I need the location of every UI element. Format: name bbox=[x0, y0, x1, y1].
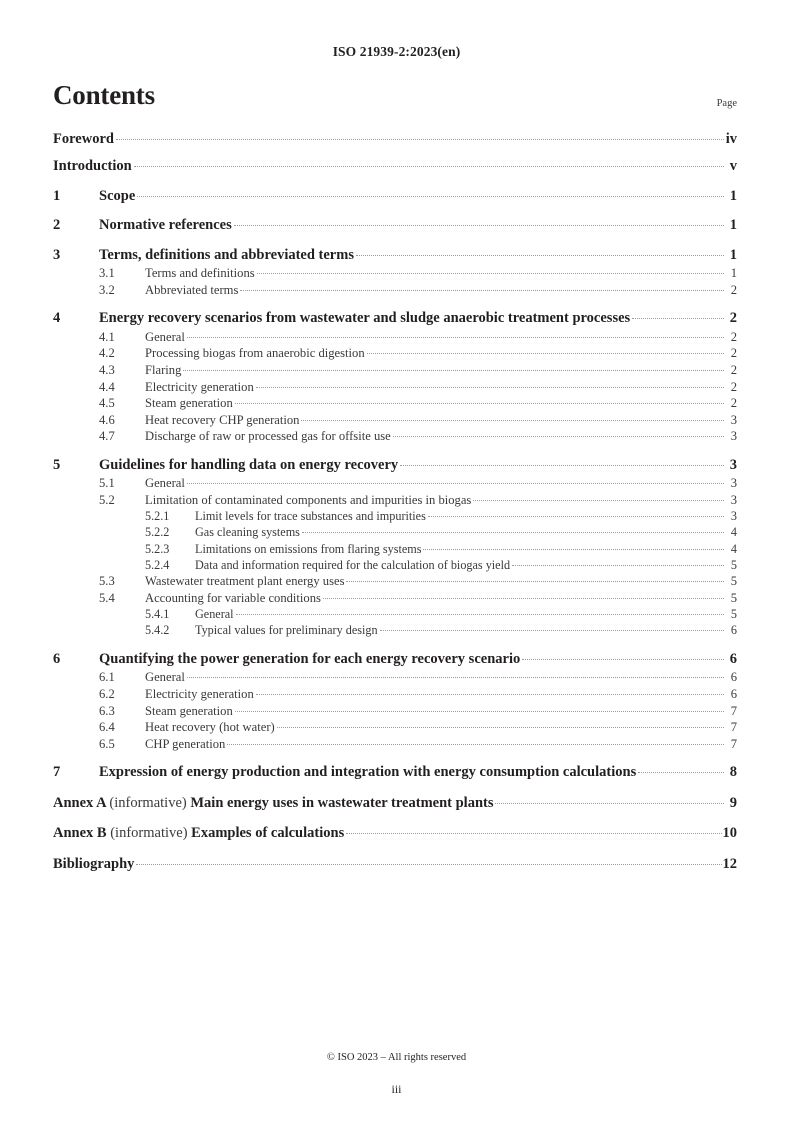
toc-entry-page: 7 bbox=[730, 736, 737, 751]
toc-entry-title: Terms and definitions bbox=[145, 266, 255, 281]
dot-leader bbox=[473, 491, 724, 504]
annex-title: Main energy uses in wastewater treatment plants bbox=[190, 794, 494, 811]
footer-page-number: iii bbox=[391, 1082, 402, 1096]
toc-entry-number: 5.4.2 bbox=[145, 623, 170, 638]
toc-entry-page: 5 bbox=[730, 557, 737, 572]
toc-entry-number: 6 bbox=[53, 650, 61, 667]
dot-leader bbox=[256, 378, 724, 391]
toc-entry-subclause[interactable] bbox=[53, 719, 737, 736]
toc-entry-subsubclause[interactable] bbox=[53, 524, 737, 540]
toc-entry-title: Electricity generation bbox=[145, 687, 254, 702]
dot-leader bbox=[356, 244, 724, 259]
toc-entry-page: 3 bbox=[730, 509, 737, 524]
toc-entry-title: Terms, definitions and abbreviated terms bbox=[99, 246, 354, 263]
dot-leader bbox=[428, 508, 724, 520]
toc-entry-title: Data and information required for the calculation of biogas yield bbox=[195, 557, 511, 572]
toc-entry-title: Steam generation bbox=[145, 396, 233, 411]
toc-entry-page: 2 bbox=[730, 396, 737, 411]
dot-leader bbox=[137, 185, 724, 200]
document-header: ISO 21939-2:2023(en) bbox=[332, 44, 461, 59]
toc-entry-page: 4 bbox=[730, 541, 737, 556]
dot-leader bbox=[187, 328, 724, 341]
toc-entry-number: 5.2.3 bbox=[145, 541, 170, 556]
toc-entry-page: 6 bbox=[730, 623, 737, 638]
toc-entry-front[interactable] bbox=[53, 128, 737, 148]
toc-entry-subsubclause[interactable] bbox=[53, 557, 737, 573]
toc-entry-title: Processing biogas from anaerobic digestion bbox=[145, 346, 365, 361]
dot-leader bbox=[240, 281, 724, 294]
toc-entry-title: Introduction bbox=[53, 158, 132, 174]
dot-leader bbox=[257, 265, 724, 278]
toc-entry-clause[interactable] bbox=[53, 762, 737, 782]
dot-leader bbox=[522, 648, 724, 663]
toc-entry-title: Accounting for variable conditions bbox=[145, 590, 321, 605]
toc-entry-page: 2 bbox=[730, 346, 737, 361]
toc-entry-subclause[interactable] bbox=[53, 361, 737, 378]
toc-entry-number: 5.4.1 bbox=[145, 607, 170, 622]
toc-entry-subclause[interactable] bbox=[53, 281, 737, 298]
toc-entry-number: 4.3 bbox=[99, 362, 115, 377]
dot-leader bbox=[236, 606, 724, 618]
toc-entry-page: 1 bbox=[730, 266, 737, 281]
page-column-label: Page bbox=[716, 98, 737, 109]
toc-entry-subclause[interactable] bbox=[53, 669, 737, 686]
dot-leader bbox=[187, 669, 724, 682]
dot-leader bbox=[346, 573, 724, 586]
toc-entry-title: CHP generation bbox=[145, 736, 226, 751]
toc-entry-title: General bbox=[195, 607, 234, 622]
toc-entry-number: 6.3 bbox=[99, 703, 115, 718]
dot-leader bbox=[234, 215, 724, 230]
toc-entry-number: 6.5 bbox=[99, 736, 115, 751]
toc-entry-title: Flaring bbox=[145, 362, 182, 377]
toc-entry-page: 9 bbox=[729, 794, 737, 811]
dot-leader bbox=[495, 792, 724, 807]
toc-entry-page: 4 bbox=[730, 525, 737, 540]
toc-entry-clause[interactable] bbox=[53, 185, 737, 205]
toc-entry-title bbox=[53, 795, 493, 812]
toc-entry-title: Limitation of contaminated components and impurities in biogas bbox=[145, 493, 472, 508]
dot-leader bbox=[235, 702, 724, 715]
toc-entry-front[interactable] bbox=[53, 156, 737, 176]
dot-leader bbox=[183, 361, 724, 374]
toc-entry-subclause[interactable] bbox=[53, 378, 737, 395]
toc-entry-page: 5 bbox=[730, 590, 737, 605]
footer-copyright: © ISO 2023 – All rights reserved bbox=[326, 1052, 467, 1063]
toc-entry-title: Limit levels for trace substances and impurities bbox=[195, 509, 426, 524]
toc-entry-title: Expression of energy production and integration with energy consumption calculations bbox=[99, 764, 637, 781]
toc-entry-page: 6 bbox=[730, 687, 737, 702]
toc-entry-page: 10 bbox=[722, 825, 737, 842]
toc-entry-annex[interactable] bbox=[53, 823, 737, 843]
toc-entry-number: 4.2 bbox=[99, 346, 115, 361]
toc-entry-subclause[interactable] bbox=[53, 702, 737, 719]
toc-entry-title: Heat recovery CHP generation bbox=[145, 412, 300, 427]
toc-entry-number: 3 bbox=[53, 246, 61, 263]
toc-entry-title: Guidelines for handling data on energy recovery bbox=[99, 456, 399, 473]
toc-entry-page: 1 bbox=[729, 246, 737, 263]
dot-leader bbox=[302, 524, 724, 536]
toc-entry-page: 7 bbox=[730, 703, 737, 718]
toc-entry-page: iv bbox=[725, 130, 737, 147]
toc-entry-number: 5.2.4 bbox=[145, 557, 170, 572]
annex-name: Annex B bbox=[53, 825, 111, 842]
toc-entry-number: 6.1 bbox=[99, 670, 115, 685]
dot-leader bbox=[632, 308, 724, 323]
toc-entry-title: Quantifying the power generation for each energy recovery scenario bbox=[99, 650, 521, 667]
toc-entry-title: Limitations on emissions from flaring systems bbox=[195, 541, 422, 556]
dot-leader bbox=[134, 156, 724, 171]
toc-entry-subsubclause[interactable] bbox=[53, 508, 737, 524]
toc-entry-subclause[interactable] bbox=[53, 345, 737, 362]
toc-entry-title: General bbox=[145, 329, 185, 344]
toc-entry-page: 7 bbox=[730, 720, 737, 735]
toc-entry-page: 6 bbox=[730, 670, 737, 685]
toc-entry-subsubclause[interactable] bbox=[53, 622, 737, 638]
toc-entry-subclause[interactable] bbox=[53, 428, 737, 445]
toc-entry-number: 4 bbox=[53, 310, 61, 327]
toc-entry-number: 5 bbox=[53, 456, 61, 473]
toc-entry-title: Bibliography bbox=[53, 855, 135, 872]
dot-leader bbox=[638, 762, 724, 777]
toc-entry-clause[interactable] bbox=[53, 308, 737, 328]
toc-entry-clause[interactable] bbox=[53, 454, 737, 474]
toc-entry-subclause[interactable] bbox=[53, 395, 737, 412]
toc-entry-number: 4.5 bbox=[99, 396, 115, 411]
toc-entry-annex[interactable] bbox=[53, 792, 737, 812]
toc-entry-number: 6.4 bbox=[99, 720, 115, 735]
toc-entry-page: 8 bbox=[729, 764, 737, 781]
dot-leader bbox=[277, 719, 724, 732]
toc-entry-page: 1 bbox=[729, 217, 737, 233]
dot-leader bbox=[136, 853, 721, 868]
toc-entry-number: 7 bbox=[53, 764, 61, 781]
toc-entry-title bbox=[53, 825, 344, 842]
toc-entry-title: Gas cleaning systems bbox=[195, 525, 300, 540]
toc-entry-title: Heat recovery (hot water) bbox=[145, 720, 275, 735]
dot-leader bbox=[256, 685, 724, 698]
toc-entry-page: 2 bbox=[729, 310, 737, 327]
toc-entry-clause[interactable] bbox=[53, 244, 737, 264]
toc-entry-title: Steam generation bbox=[145, 703, 233, 718]
toc-entry-page: 12 bbox=[722, 855, 737, 872]
dot-leader bbox=[346, 823, 721, 838]
toc-entry-page: 5 bbox=[730, 607, 737, 622]
toc-entry-clause[interactable] bbox=[53, 215, 737, 235]
toc-entry-title: Discharge of raw or processed gas for offsite use bbox=[145, 429, 391, 444]
toc-entry-page: 2 bbox=[730, 379, 737, 394]
toc-entry-title: Normative references bbox=[99, 217, 232, 233]
toc-entry-number: 4.7 bbox=[99, 429, 115, 444]
toc-entry-title: Typical values for preliminary design bbox=[195, 623, 378, 638]
toc-entry-title: Electricity generation bbox=[145, 379, 254, 394]
toc-entry-subsubclause[interactable] bbox=[53, 606, 737, 622]
toc-entry-page: 2 bbox=[730, 282, 737, 297]
toc-entry-page: 3 bbox=[730, 476, 737, 491]
dot-leader bbox=[423, 540, 724, 552]
toc-entry-page: v bbox=[729, 158, 737, 174]
toc-entry-subclause[interactable] bbox=[53, 735, 737, 752]
toc-entry-number: 5.4 bbox=[99, 590, 115, 605]
toc-entry-subclause[interactable] bbox=[53, 573, 737, 590]
toc-entry-title: General bbox=[145, 670, 185, 685]
toc-entry-subsubclause[interactable] bbox=[53, 540, 737, 556]
toc-entry-number: 5.3 bbox=[99, 574, 115, 589]
toc-entry-subclause[interactable] bbox=[53, 491, 737, 508]
toc-entry-page: 3 bbox=[730, 429, 737, 444]
toc-entry-number: 3.1 bbox=[99, 266, 115, 281]
dot-leader bbox=[400, 454, 724, 469]
toc-entry-subclause[interactable] bbox=[53, 265, 737, 282]
toc-entry-page: 6 bbox=[729, 650, 737, 667]
toc-entry-number: 5.2.2 bbox=[145, 525, 170, 540]
toc-entry-page: 3 bbox=[729, 456, 737, 473]
toc-entry-subclause[interactable] bbox=[53, 475, 737, 492]
toc-entry-page: 5 bbox=[730, 574, 737, 589]
dot-leader bbox=[512, 557, 724, 569]
toc-entry-page: 2 bbox=[730, 362, 737, 377]
toc-entry-number: 6.2 bbox=[99, 687, 115, 702]
toc-entry-title: Foreword bbox=[53, 130, 114, 147]
toc-entry-subclause[interactable] bbox=[53, 589, 737, 606]
toc-entry-page: 3 bbox=[730, 412, 737, 427]
dot-leader bbox=[116, 128, 724, 143]
toc-entry-subclause[interactable] bbox=[53, 411, 737, 428]
dot-leader bbox=[227, 735, 724, 748]
toc-entry-number: 5.2 bbox=[99, 493, 115, 508]
toc-entry-number: 5.1 bbox=[99, 476, 115, 491]
toc-entry-number: 4.4 bbox=[99, 379, 115, 394]
toc-entry-number: 1 bbox=[53, 187, 61, 204]
dot-leader bbox=[323, 589, 724, 602]
toc-entry-page: 3 bbox=[730, 493, 737, 508]
toc-entry-number: 4.1 bbox=[99, 329, 115, 344]
toc-entry-page: 2 bbox=[730, 329, 737, 344]
table-of-contents bbox=[53, 128, 737, 881]
toc-entry-title: General bbox=[145, 476, 185, 491]
dot-leader bbox=[235, 395, 724, 408]
toc-entry-page: 1 bbox=[729, 187, 737, 204]
toc-entry-number: 5.2.1 bbox=[145, 509, 170, 524]
annex-informative-label: (informative) bbox=[109, 794, 191, 811]
toc-entry-number: 2 bbox=[53, 217, 61, 233]
page-title: Contents bbox=[53, 80, 155, 110]
annex-name: Annex A bbox=[53, 794, 110, 811]
contents-header bbox=[53, 80, 737, 120]
annex-informative-label: (informative) bbox=[110, 825, 192, 842]
toc-entry-number: 3.2 bbox=[99, 282, 115, 297]
toc-entry-title: Wastewater treatment plant energy uses bbox=[145, 574, 345, 589]
toc-entry-subclause[interactable] bbox=[53, 685, 737, 702]
dot-leader bbox=[380, 622, 724, 634]
dot-leader bbox=[301, 411, 724, 424]
annex-title: Examples of calculations bbox=[191, 825, 345, 842]
toc-entry-number: 4.6 bbox=[99, 412, 115, 427]
toc-entry-subclause[interactable] bbox=[53, 328, 737, 345]
dot-leader bbox=[367, 345, 724, 358]
dot-leader bbox=[187, 475, 724, 488]
toc-entry-clause[interactable] bbox=[53, 648, 737, 668]
toc-entry-title: Energy recovery scenarios from wastewater and sludge anaerobic treatment processes bbox=[99, 310, 631, 327]
toc-entry-bibliography[interactable] bbox=[53, 853, 737, 873]
toc-entry-title: Abbreviated terms bbox=[145, 282, 239, 297]
toc-entry-title: Scope bbox=[99, 187, 136, 204]
dot-leader bbox=[393, 428, 724, 441]
